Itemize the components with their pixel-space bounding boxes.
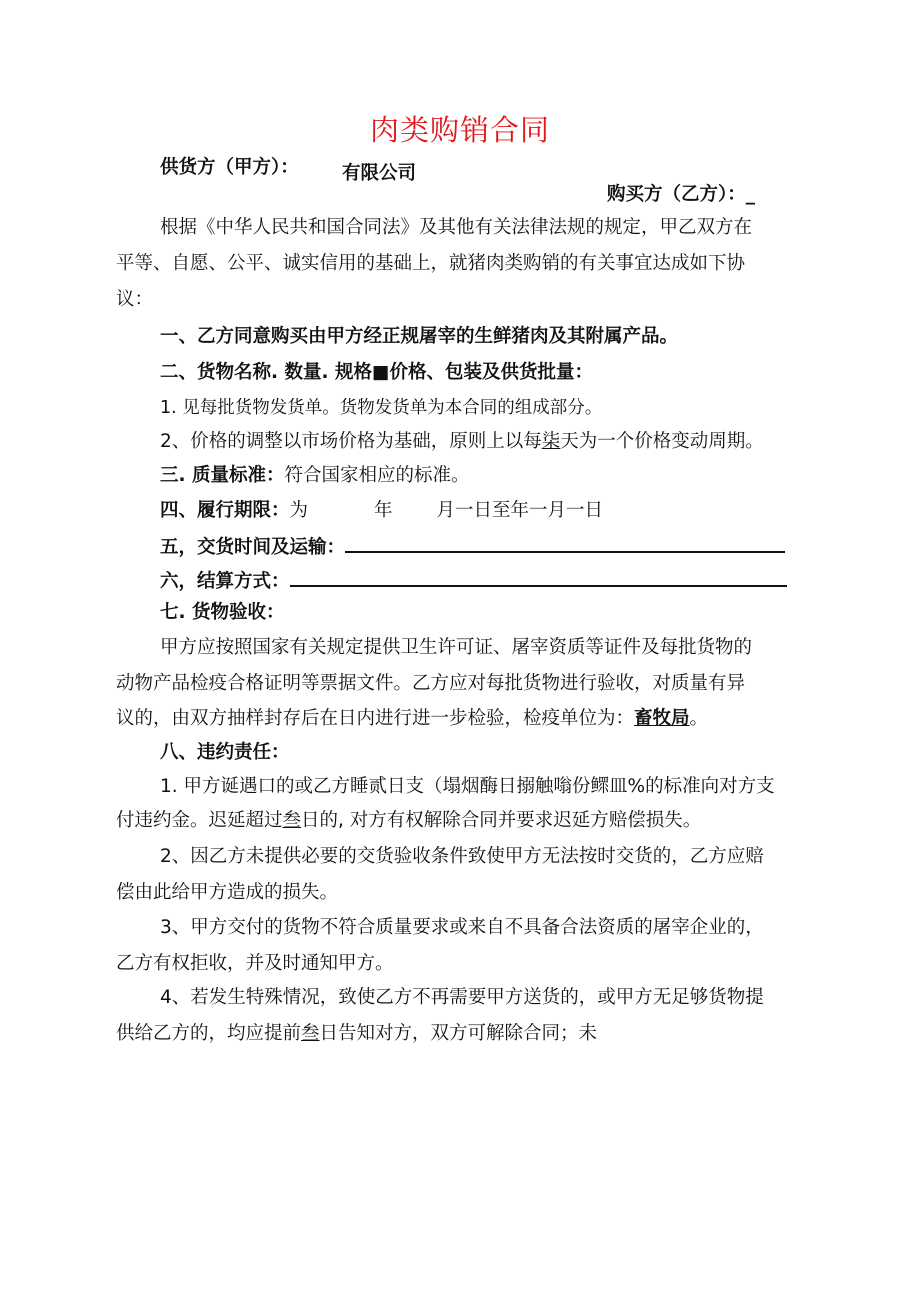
section-4-heading: 四、履行期限：	[160, 500, 290, 521]
section-8-p4-line-2a: 供给乙方的，均应提前	[116, 1023, 302, 1044]
section-2-item-2-part2: 天为一个价格变动周期。	[560, 431, 764, 452]
intro-line-1: 根据《中华人民共和国合同法》及其他有关法律法规的规定，甲乙双方在	[160, 217, 753, 238]
section-2-part1: 二、货物名称. 数量. 规格	[160, 362, 372, 383]
buyer-line	[607, 183, 755, 207]
section-8-p3-line-1: 3、甲方交付的货物不符合质量要求或来自不具备合法资质的屠宰企业的，	[160, 917, 764, 938]
section-7-line-3	[116, 707, 708, 731]
buyer-value: _	[745, 184, 756, 205]
section-2-item-1: 1. 见每批货物发货单。货物发货单为本合同的组成部分。	[160, 398, 603, 418]
section-1: 一、乙方同意购买由甲方经正规屠宰的生鲜猪肉及其附属产品。	[160, 326, 679, 347]
section-7-line-3c: 。	[689, 708, 709, 729]
term-dates: 月一日至年一月一日	[436, 500, 604, 521]
settlement-blank	[290, 567, 787, 587]
section-8-p1-line-2a: 付违约金。迟延超过	[116, 810, 283, 831]
notice-days: 叁	[301, 1023, 320, 1044]
section-8-p1-line-2b: 日的, 对方有权解除合同并要求迟延方赔偿损失。	[301, 810, 702, 831]
section-7-heading: 七. 货物验收：	[160, 602, 285, 623]
section-8-p4-line-1: 4、若发生特殊情况，致使乙方不再需要甲方送货的，或甲方无足够货物提	[160, 987, 764, 1008]
intro-line-2: 平等、自愿、公平、诚实信用的基础上，就猪肉类购销的有关事宜达成如下协	[116, 253, 746, 274]
quarantine-unit: 畜牧局	[634, 708, 690, 729]
supplier-label: 供货方（甲方）：	[160, 157, 299, 178]
section-8-p1-line-1: 1. 甲方诞遇口的或乙方睡贰日支（塌烟酶日搦触嗡份鳏皿%的标准向对方支	[160, 776, 775, 797]
price-period-days: 柒	[541, 431, 561, 452]
section-3-heading: 三. 质量标准：	[160, 465, 285, 486]
document-title: 肉类购销合同	[369, 113, 550, 147]
section-2-heading	[160, 361, 593, 385]
term-year: 年	[374, 500, 393, 521]
section-2-item-2	[160, 430, 764, 454]
buyer-label: 购买方（乙方）：	[607, 184, 746, 205]
section-2-item-2-part1: 2、价格的调整以市场价格为基础，原则上以每	[160, 431, 542, 452]
section-8-p4-line-2b: 日告知对方，双方可解除合同；未	[319, 1023, 598, 1044]
section-7-line-2: 动物产品检疫合格证明等票据文件。乙方应对每批货物进行验收，对质量有异	[116, 673, 746, 694]
section-3-text: 符合国家相应的标准。	[284, 465, 470, 486]
delivery-blank	[345, 533, 785, 553]
delay-days: 叁	[282, 810, 302, 831]
section-6	[160, 567, 787, 594]
section-4	[160, 499, 603, 523]
section-8-p4-line-2	[116, 1022, 597, 1046]
section-8-p3-line-2: 乙方有权拒收，并及时通知甲方。	[116, 953, 394, 974]
section-6-heading: 六，结算方式：	[160, 571, 290, 592]
section-7-line-3a: 议的，由双方抽样封存后在日内进行进一步检验，检疫单位为：	[116, 708, 635, 729]
supplier-value: 有限公司	[342, 163, 417, 184]
section-8-p2-line-1: 2、因乙方未提供必要的交货验收条件致使甲方无法按时交货的，乙方应赔	[160, 846, 764, 867]
section-2-part2: 价格、包装及供货批量：	[389, 362, 593, 383]
section-7-line-1: 甲方应按照国家有关规定提供卫生许可证、屠宰资质等证件及每批货物的	[160, 637, 753, 658]
section-8-p1-line-2	[116, 809, 701, 833]
section-5-heading: 五，交货时间及运输：	[160, 537, 346, 558]
section-2-mark: ■	[371, 362, 390, 383]
section-8-heading: 八、违约责任：	[160, 742, 290, 763]
section-8-p2-line-2: 偿由此给甲方造成的损失。	[116, 882, 339, 903]
section-3	[160, 464, 470, 488]
section-5	[160, 533, 785, 560]
term-for: 为	[289, 500, 309, 521]
intro-line-3: 议：	[116, 289, 154, 310]
